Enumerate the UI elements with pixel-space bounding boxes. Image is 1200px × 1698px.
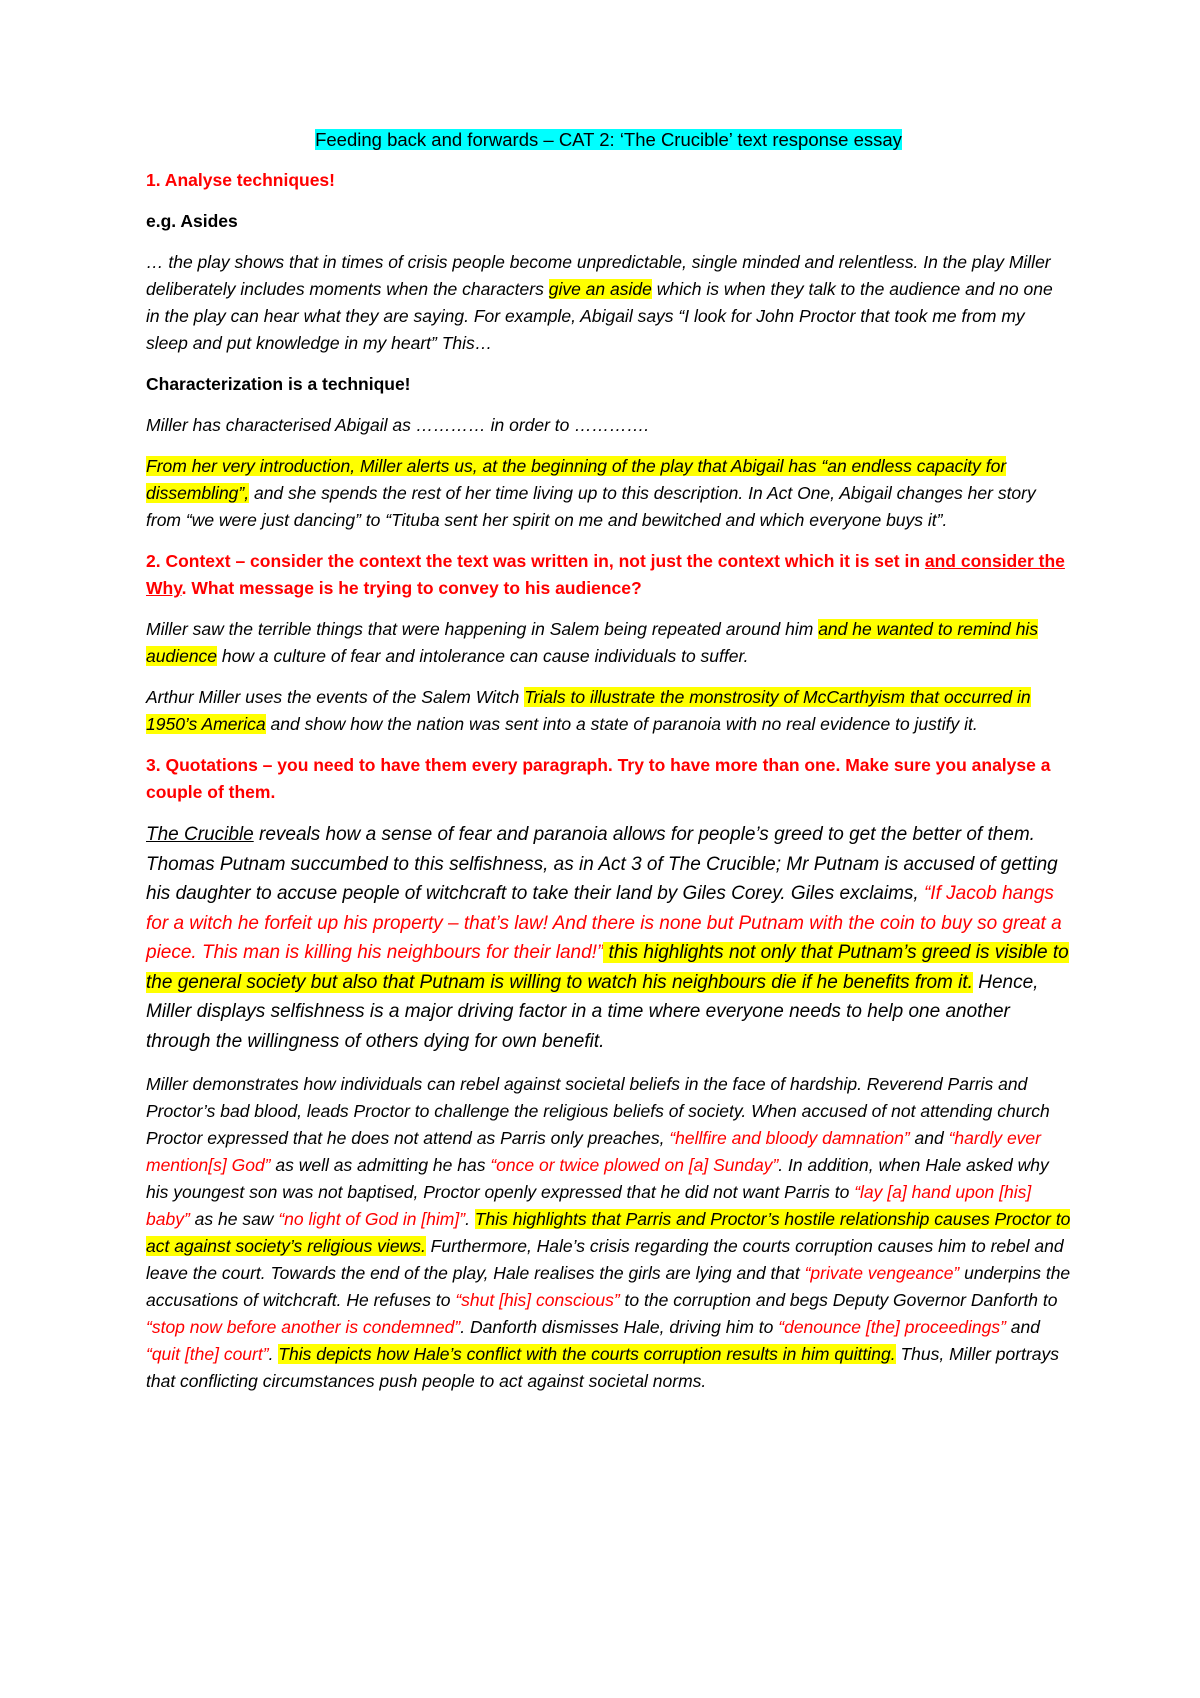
text-run: to the corruption and begs Deputy Governor Danforth to — [619, 1290, 1058, 1310]
text-run: Thus, Miller portrays that conflicting circumstances push people to act against societal norms. — [146, 1344, 1059, 1391]
text-run: as well as admitting he has — [270, 1155, 491, 1175]
text-run: 2. Context – consider the context the text was written in, not just the context which it is set in — [146, 551, 925, 571]
characterization-heading: Characterization is a technique! — [146, 374, 411, 394]
highlighted-phrase: give an aside — [548, 279, 652, 299]
quote: “hellfire and bloody damnation” — [669, 1128, 910, 1148]
underlined-phrase: and consider the Why — [146, 551, 1065, 598]
quote: “private vengeance” — [804, 1263, 960, 1283]
quote: “hardly ever mention[s] God” — [146, 1128, 1041, 1175]
characterization-paragraph — [146, 453, 1071, 534]
quote: “once or twice plowed on [a] Sunday” — [490, 1155, 779, 1175]
highlighted-phrase: Trials to illustrate the monstrosity of McCarthyism that occurred in 1950’s America — [146, 687, 1031, 734]
text-run: . — [465, 1209, 475, 1229]
title-highlight: Feeding back and forwards – CAT 2: ‘The Crucible’ text response essay — [315, 129, 902, 150]
quotation-paragraph-1 — [146, 820, 1071, 1056]
quote: “shut [his] conscious” — [455, 1290, 620, 1310]
highlighted-phrase: This depicts how Hale’s conflict with the courts corruption results in him quitting. — [278, 1344, 896, 1364]
play-title: The Crucible — [146, 824, 254, 845]
section2-heading — [146, 548, 1071, 602]
example-label: e.g. Asides — [146, 211, 238, 231]
text-run: and show how the nation was sent into a state of paranoia with no real evidence to justify it. — [265, 714, 978, 734]
quote: “denounce [the] proceedings” — [778, 1317, 1006, 1337]
text-run: Arthur Miller uses the events of the Salem Witch — [146, 687, 525, 707]
highlighted-phrase: and he wanted to remind his audience — [146, 619, 1039, 666]
text-run: which is when they talk to the audience and no one in the play can hear what they are saying. For example, Abigail says “I look for John Proctor that took me from my sleep and put knowledge in my heart” This… — [146, 279, 1053, 353]
text-run: reveals how a sense of fear and paranoia allows for people’s greed to get the better of them. Thomas Putnam succumbed to this selfishness, as in Act 3 of The Crucible; Mr Putnam is accused of getting his daughter to accuse people of witchcraft to take their land by Giles Corey. Giles exclaims, — [146, 824, 1058, 904]
text-run: and she spends the rest of her time living up to this description. In Act One, Abigail changes her story from “we were just dancing” to “Tituba sent her spirit on me and bewitched and which everyone buys it”. — [146, 483, 1036, 530]
text-run: how a culture of fear and intolerance can cause individuals to suffer. — [217, 646, 749, 666]
quote: “quit [the] court” — [146, 1344, 269, 1364]
section3-heading: 3. Quotations – you need to have them every paragraph. Try to have more than one. Make sure you analyse a couple of them. — [146, 755, 1051, 802]
text-run: Furthermore, Hale’s crisis regarding the courts corruption causes him to rebel and leave the court. Towards the end of the play, Hale realises the girls are lying and that — [146, 1236, 1064, 1283]
quote: “stop now before another is condemned” — [146, 1317, 461, 1337]
text-run: . — [268, 1344, 279, 1364]
highlighted-phrase: this highlights not only that Putnam’s greed is visible to the general society but also that Putnam is willing to watch his neighbours die if he benefits from it. — [146, 942, 1069, 993]
page-title — [146, 128, 1071, 152]
text-run: and — [909, 1128, 949, 1148]
context-paragraph-1 — [146, 616, 1071, 670]
highlighted-phrase: From her very introduction, Miller alerts us, at the beginning of the play that Abigail has “an endless capacity for dissembling”, — [146, 456, 1007, 503]
text-run: Miller saw the terrible things that were happening in Salem being repeated around him — [146, 619, 819, 639]
text-run: underpins the accusations of witchcraft. He refuses to — [146, 1263, 1071, 1310]
characterization-template: Miller has characterised Abigail as ………… in order to …………. — [146, 415, 650, 435]
quotation-paragraph-2 — [146, 1071, 1071, 1395]
text-run: Hence, Miller displays selfishness is a major driving factor in a time where everyone needs to help one another through the willingness of others dying for own benefit. — [146, 971, 1039, 1052]
text-run: and — [1005, 1317, 1040, 1337]
text-run: . In addition, when Hale asked why his youngest son was not baptised, Proctor openly expressed that he did not want Parris to — [146, 1155, 1049, 1202]
quote: “no light of God in [him]” — [278, 1209, 466, 1229]
quote: “If Jacob hangs for a witch he forfeit up his property – that’s law! And there is none but Putnam with the coin to buy so great a piece. This man is killing his neighbours for their land!” — [146, 883, 1062, 963]
text-run: as he saw — [189, 1209, 279, 1229]
text-run: . Danforth dismisses Hale, driving him to — [460, 1317, 779, 1337]
document-body — [146, 128, 1071, 1409]
section1-heading: 1. Analyse techniques! — [146, 170, 335, 190]
text-run: … the play shows that in times of crisis people become unpredictable, single minded and relentless. In the play Miller deliberately includes moments when the characters — [146, 252, 1051, 299]
context-paragraph-2 — [146, 684, 1071, 738]
quote: “lay [a] hand upon [his] baby” — [146, 1182, 1032, 1229]
text-run: Miller demonstrates how individuals can rebel against societal beliefs in the face of hardship. Reverend Parris and Proctor’s bad blood, leads Proctor to challenge the religious beliefs of society. When accused of not attending church Proctor expressed that he does not attend as Parris only preaches, — [146, 1074, 1050, 1148]
highlighted-phrase: This highlights that Parris and Proctor’s hostile relationship causes Proctor to act against society’s religious views. — [146, 1209, 1071, 1256]
text-run: . What message is he trying to convey to his audience? — [181, 578, 642, 598]
asides-paragraph — [146, 249, 1071, 357]
